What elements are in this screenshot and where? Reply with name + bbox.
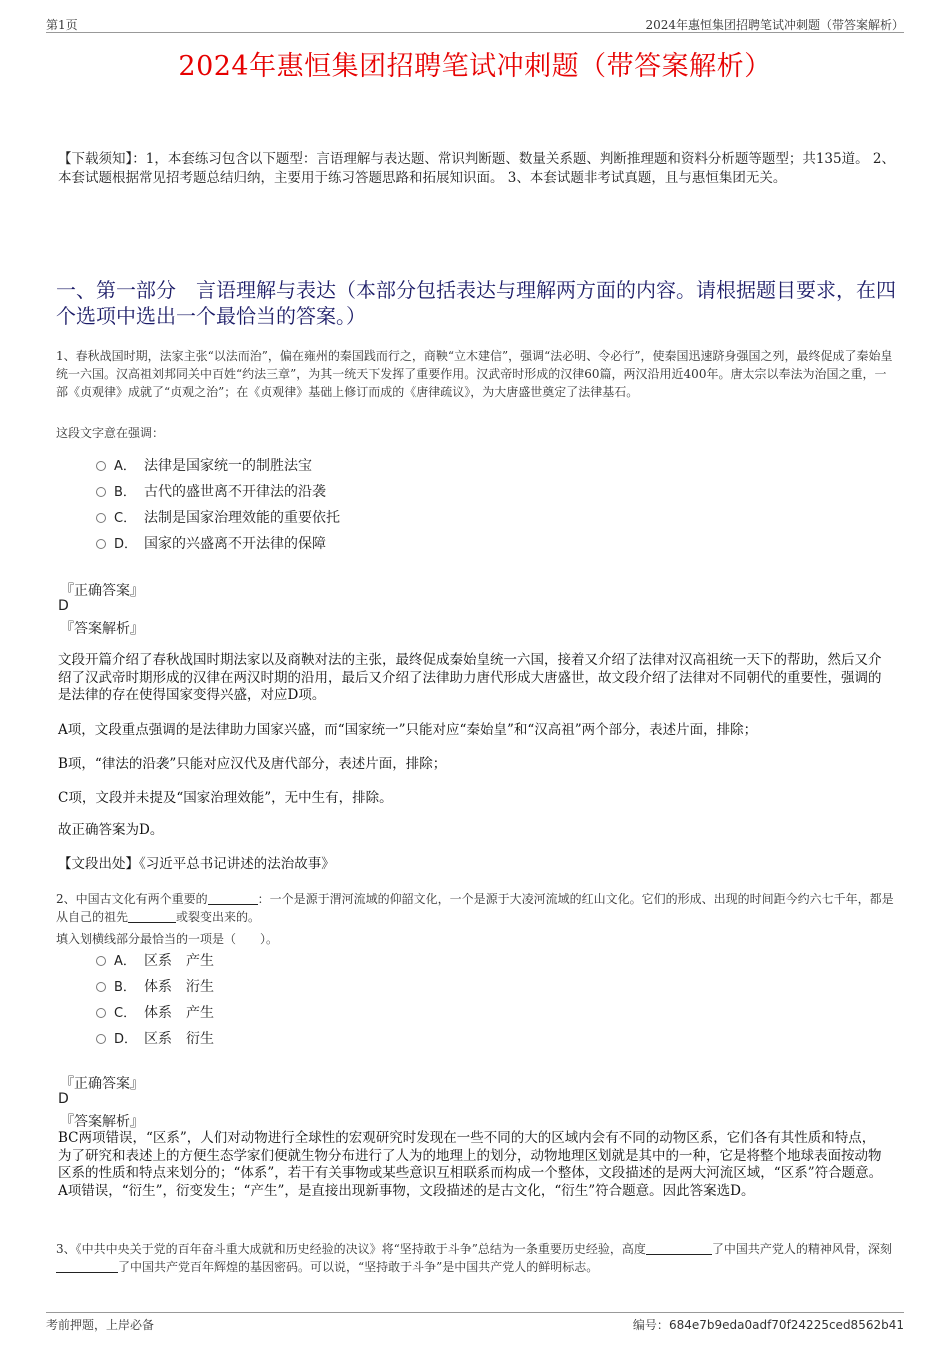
q2-answer-label: 『正确答案』 <box>60 1076 144 1092</box>
question-1-text: 1、春秋战国时期，法家主张“以法而治”，偏在雍州的秦国践而行之，商鞅“立木建信”，强调“法必明、令必行”，使秦国迅速跻身强国之列，最终促成了秦始皇统一六国。汉高祖刘邦同关中百姓“约法三章”，为其一统天下发挥了重要作用。汉武帝时形成的汉律60篇，两汉沿用近400年。唐太宗以奉法为治国之重，一部《贞观律》成就了“贞观之治”；在《贞观律》基础上修订而成的《唐律疏议》，为大唐盛世奠定了法律基石。 <box>56 349 893 399</box>
question-2-prompt: 填入划横线部分最恰当的一项是（ ）。 <box>56 932 279 946</box>
radio-icon[interactable] <box>96 1008 106 1018</box>
q2-option-c[interactable]: C． 体系 产生 <box>96 1003 214 1023</box>
footer-code <box>633 1316 904 1333</box>
radio-icon[interactable] <box>96 539 106 549</box>
blank-2 <box>128 910 176 923</box>
q2-answer-value: D <box>58 1091 69 1107</box>
q1-analysis-paragraph: 文段开篇介绍了春秋战国时期法家以及商鞅对法的主张，最终促成秦始皇统一六国，接着又介绍了法律对汉高祖统一天下的帮助，然后又介绍了汉武帝时期形成的汉律在两汉时期的沿用，最后又介绍了法律助力唐代形成大唐盛世，故文段介绍了法律对不同朝代的重要性，强调的是法律的存在使得国家变得兴盛，对应D项。 <box>58 652 882 703</box>
radio-icon[interactable] <box>96 956 106 966</box>
page-header <box>46 14 904 33</box>
question-3-text: 3、《中共中央关于党的百年奋斗重大成就和历史经验的决议》将“坚持敢于斗争”总结为一条重要历史经验，高度 了中国共产党人的精神风骨，深刻了中国共产党百年辉煌的基因密码。可以说，“坚持敢于斗争”是中国共产党人的鲜明标志。 <box>56 1242 892 1274</box>
q1-option-a[interactable]: A． 法律是国家统一的制胜法宝 <box>96 456 312 476</box>
page-footer <box>46 1312 904 1333</box>
q2-analysis-label: 『答案解析』 <box>60 1114 144 1130</box>
q1-analysis-option-b: B项，“律法的沿袭”只能对应汉代及唐代部分，表述片面，排除； <box>58 756 447 772</box>
blank-2 <box>56 1260 118 1273</box>
q1-answer-value: D <box>58 598 69 614</box>
question-2-text: 2、中国古文化有两个重要的 ：一个是源于渭河流域的仰韶文化，一个是源于大凌河流域的红山文化。它们的形成、出现的时间距今约六七千年，都是从自己的祖先 或裂变出来的。 <box>56 892 894 924</box>
q2-option-a[interactable]: A． 区系 产生 <box>96 951 214 971</box>
download-notice: 【下载须知】：1，本套练习包含以下题型：言语理解与表达题、常识判断题、数量关系题、判断推理题和资料分析题等题型；共135道。 2、本套试题根据常见招考题总结归纳，主要用于练习答题思路和拓展知识面。 3、本套试题非考试真题，且与惠恒集团无关。 <box>58 151 895 186</box>
q1-analysis-option-a: A项，文段重点强调的是法律助力国家兴盛，而“国家统一”只能对应“秦始皇”和“汉高祖”两个部分，表述片面，排除； <box>58 722 758 738</box>
section-heading-1: 一、第一部分 言语理解与表达（本部分包括表达与理解两方面的内容。请根据题目要求，在四个选项中选出一个最恰当的答案。） <box>56 278 896 328</box>
radio-icon[interactable] <box>96 513 106 523</box>
footer-code-value: 684e7b9eda0adf70f24225ced8562b41 <box>668 1318 904 1332</box>
question-1-prompt: 这段文字意在强调： <box>56 426 165 440</box>
q1-option-d[interactable]: D． 国家的兴盛离不开法律的保障 <box>96 534 326 554</box>
radio-icon[interactable] <box>96 487 106 497</box>
radio-icon[interactable] <box>96 1034 106 1044</box>
q1-option-c[interactable]: C． 法制是国家治理效能的重要依托 <box>96 508 340 528</box>
q2-analysis-paragraph: BC两项错误，“区系”，人们对动物进行全球性的宏观研究时发现在一些不同的大的区域内会有不同的动物区系，它们各有其性质和特点，为了研究和表述上的方便生态学家们便就生物分布进行了人为的地理上的划分，动物地理区划就是其中的一种，它是将整个地球表面按动物区系的性质和特点来划分的；“体系”，若干有关事物或某些意识互相联系而构成一个整体，文段描述的是两大河流区域，“区系”符合题意。A项错误，“衍生”，衍变发生；“产生”，是直接出现新事物，文段描述的是古文化，“衍生”符合题意。因此答案选D。 <box>58 1130 883 1199</box>
footer-code-label: 编号： <box>632 1318 669 1332</box>
document-title: 2024年惠恒集团招聘笔试冲刺题（带答案解析） <box>178 51 772 82</box>
q1-analysis-option-c: C项，文段并未提及“国家治理效能”，无中生有，排除。 <box>58 790 393 806</box>
header-doc-title: 2024年惠恒集团招聘笔试冲刺题（带答案解析） <box>645 18 904 32</box>
blank-1 <box>208 892 258 905</box>
q2-option-b[interactable]: B． 体系 洐生 <box>96 977 214 997</box>
radio-icon[interactable] <box>96 982 106 992</box>
q1-source: 【文段出处】《习近平总书记讲述的法治故事》 <box>58 856 335 872</box>
q1-option-b[interactable]: B． 古代的盛世离不开律法的沿袭 <box>96 482 326 502</box>
header-page-number: 第1页 <box>46 18 78 32</box>
q1-analysis-label: 『答案解析』 <box>60 621 144 637</box>
q1-answer-label: 『正确答案』 <box>60 583 144 599</box>
blank-1 <box>646 1242 712 1255</box>
footer-slogan: 考前押题，上岸必备 <box>46 1318 155 1332</box>
q1-conclusion: 故正确答案为D。 <box>58 822 164 838</box>
radio-icon[interactable] <box>96 461 106 471</box>
q2-option-d[interactable]: D． 区系 衍生 <box>96 1029 214 1049</box>
